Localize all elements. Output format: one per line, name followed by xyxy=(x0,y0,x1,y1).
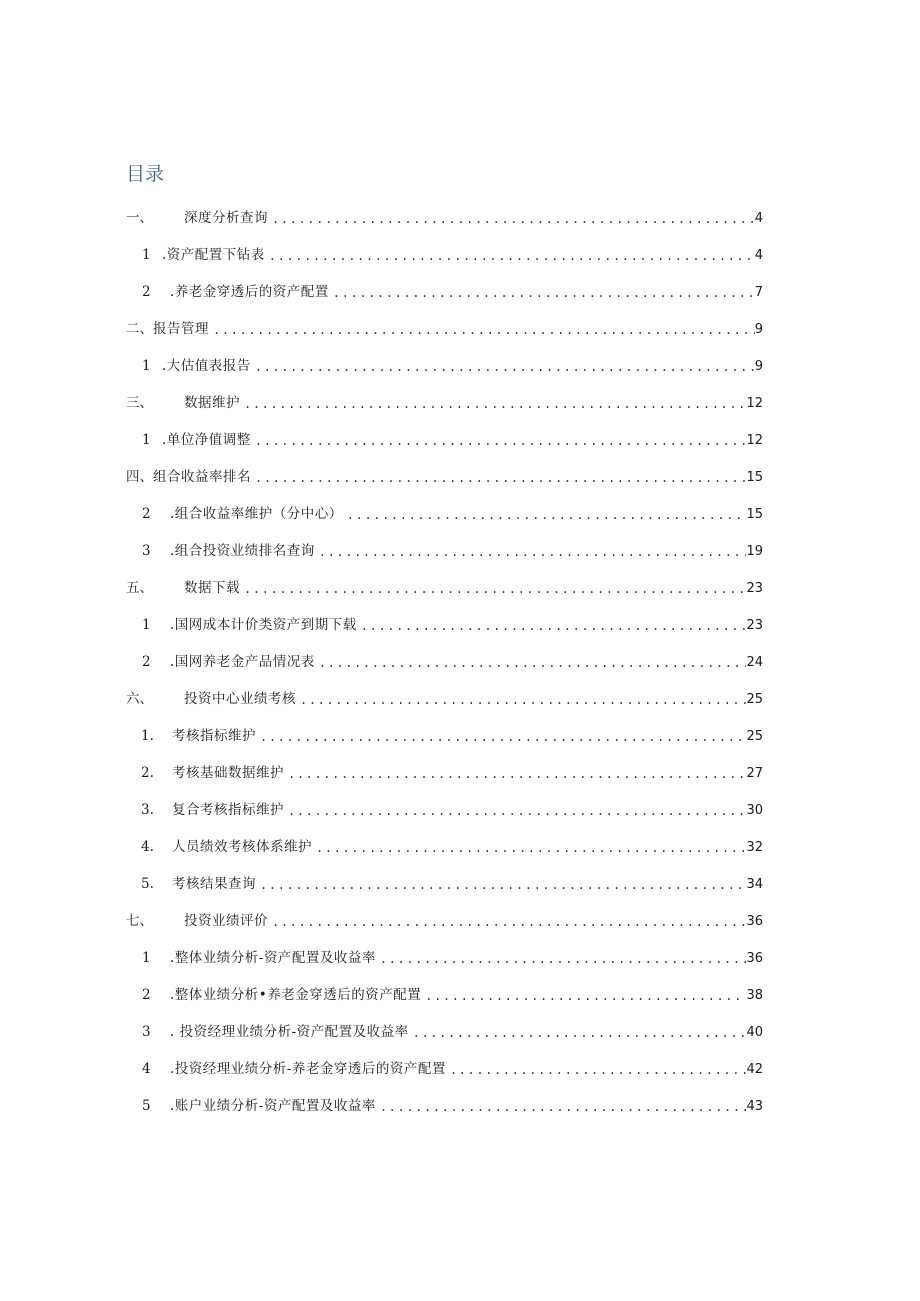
toc-entry-number: 1 xyxy=(142,949,151,966)
toc-entry-number: 3 xyxy=(142,1023,151,1040)
toc-entry-label: .整体业绩分析•养老金穿透后的资产配置 xyxy=(170,986,422,1003)
toc-entry-number: 4. xyxy=(141,838,154,855)
toc-entry[interactable] xyxy=(126,459,763,496)
toc-entry-label: .大估值表报告 xyxy=(162,357,251,374)
toc-leader-dots xyxy=(251,472,746,484)
toc-entry-page: 34 xyxy=(746,877,763,892)
toc-entry-number: 4 xyxy=(142,1060,151,1077)
toc-entry-number: 一、 xyxy=(126,209,153,226)
toc-entry-number: 2 xyxy=(142,505,151,522)
toc-entry-label: .资产配置下钻表 xyxy=(162,246,265,263)
toc-entry[interactable] xyxy=(126,1088,763,1125)
toc-entry[interactable] xyxy=(126,718,763,755)
toc-entry-label: .账户业绩分析-资产配置及收益率 xyxy=(170,1097,376,1114)
toc-entry-page: 38 xyxy=(746,988,763,1003)
toc-leader-dots xyxy=(446,1064,747,1076)
toc-entry-page: 12 xyxy=(746,396,763,411)
toc-leader-dots xyxy=(284,768,746,780)
toc-entry[interactable] xyxy=(126,903,763,940)
toc-entry-number: 三、 xyxy=(126,394,153,411)
toc-entry-label: 报告管理 xyxy=(153,320,209,337)
toc-entry[interactable] xyxy=(126,311,763,348)
toc-leader-dots xyxy=(376,1101,747,1113)
toc-entry-page: 12 xyxy=(746,433,763,448)
toc-entry[interactable] xyxy=(126,681,763,718)
toc-entry[interactable] xyxy=(126,940,763,977)
toc-entry-page: 40 xyxy=(746,1025,763,1040)
toc-entry[interactable] xyxy=(126,644,763,681)
toc-leader-dots xyxy=(312,842,746,854)
toc-entry-page: 27 xyxy=(746,766,763,781)
toc-entry-label: 组合收益率排名 xyxy=(153,468,251,485)
toc-entry-label: 考核基础数据维护 xyxy=(172,764,284,781)
toc-leader-dots xyxy=(296,694,746,706)
table-of-contents xyxy=(126,160,763,1125)
toc-entry-number: 3 xyxy=(142,542,151,559)
toc-leader-dots xyxy=(315,657,747,669)
toc-entry-number: 二、 xyxy=(126,320,153,337)
toc-leader-dots xyxy=(376,953,747,965)
toc-entry-label: . 投资经理业绩分析-资产配置及收益率 xyxy=(170,1023,409,1040)
toc-entry-label: 数据下载 xyxy=(184,579,240,596)
toc-leader-dots xyxy=(421,990,746,1002)
toc-entry-page: 15 xyxy=(746,470,763,485)
toc-entry-page: 25 xyxy=(746,729,763,744)
toc-entry-number: 七、 xyxy=(126,912,153,929)
toc-entry-number: 1 xyxy=(142,246,151,263)
toc-entry-number: 2 xyxy=(142,653,151,670)
toc-entry-number: 五、 xyxy=(126,579,153,596)
toc-leader-dots xyxy=(315,546,747,558)
toc-leader-dots xyxy=(268,213,755,225)
toc-entry-label: 投资中心业绩考核 xyxy=(184,690,296,707)
toc-entry-page: 4 xyxy=(754,248,763,263)
toc-leader-dots xyxy=(343,509,747,521)
toc-entry-label: .整体业绩分析-资产配置及收益率 xyxy=(170,949,376,966)
toc-entry-label: .国网成本计价类资产到期下载 xyxy=(170,616,357,633)
toc-entry-page: 36 xyxy=(746,951,763,966)
toc-leader-dots xyxy=(256,879,746,891)
toc-entry-page: 25 xyxy=(746,692,763,707)
toc-entry-page: 4 xyxy=(754,211,763,226)
toc-entry-number: 1. xyxy=(141,727,154,744)
toc-entry[interactable] xyxy=(126,496,763,533)
toc-leader-dots xyxy=(240,583,746,595)
toc-title: 目录 xyxy=(126,163,165,185)
toc-leader-dots xyxy=(240,398,746,410)
toc-entry-label: 考核指标维护 xyxy=(172,727,256,744)
toc-entry[interactable] xyxy=(126,422,763,459)
toc-entry-label: 复合考核指标维护 xyxy=(172,801,284,818)
toc-entry-number: 1 xyxy=(142,357,151,374)
toc-entry-page: 9 xyxy=(754,322,763,337)
toc-leader-dots xyxy=(357,620,747,632)
toc-entry-number: 5 xyxy=(142,1097,151,1114)
toc-entry-page: 7 xyxy=(754,285,763,300)
toc-entry-label: 人员绩效考核体系维护 xyxy=(172,838,312,855)
toc-entry[interactable] xyxy=(126,755,763,792)
toc-entry-number: 1 xyxy=(142,616,151,633)
toc-entry-number: 六、 xyxy=(126,690,153,707)
toc-entry-page: 32 xyxy=(746,840,763,855)
toc-entry-page: 23 xyxy=(746,581,763,596)
toc-entry[interactable] xyxy=(126,274,763,311)
toc-entry[interactable] xyxy=(126,792,763,829)
toc-leader-dots xyxy=(209,324,755,336)
toc-entry-label: .养老金穿透后的资产配置 xyxy=(170,283,329,300)
toc-leader-dots xyxy=(329,287,755,299)
toc-entry-number: 2 xyxy=(142,283,151,300)
toc-leader-dots xyxy=(284,805,746,817)
toc-entry-number: 2 xyxy=(142,986,151,1003)
toc-entry-label: 投资业绩评价 xyxy=(184,912,268,929)
toc-entry[interactable] xyxy=(126,1051,763,1088)
toc-entry[interactable] xyxy=(126,977,763,1014)
toc-entry-page: 36 xyxy=(746,914,763,929)
toc-leader-dots xyxy=(268,916,746,928)
toc-entry-label: 考核结果查询 xyxy=(172,875,256,892)
toc-entry[interactable] xyxy=(126,829,763,866)
toc-entry[interactable] xyxy=(126,533,763,570)
toc-entry[interactable] xyxy=(126,1014,763,1051)
toc-leader-dots xyxy=(265,250,755,262)
toc-entry[interactable] xyxy=(126,607,763,644)
toc-entry-number: 四、 xyxy=(126,468,153,485)
toc-entry[interactable] xyxy=(126,237,763,274)
toc-entry[interactable] xyxy=(126,200,763,237)
toc-leader-dots xyxy=(251,435,747,447)
toc-entry-page: 42 xyxy=(746,1062,763,1077)
toc-entry-label: .单位净值调整 xyxy=(162,431,251,448)
toc-entry[interactable] xyxy=(126,866,763,903)
toc-entry-number: 1 xyxy=(142,431,151,448)
toc-entry-label: .投资经理业绩分析-养老金穿透后的资产配置 xyxy=(170,1060,446,1077)
toc-entry-page: 30 xyxy=(746,803,763,818)
toc-entry-label: .国网养老金产品情况表 xyxy=(170,653,315,670)
toc-entry-label: 数据维护 xyxy=(184,394,240,411)
toc-entry-number: 5. xyxy=(141,875,154,892)
toc-entry-page: 23 xyxy=(746,618,763,633)
toc-entry[interactable] xyxy=(126,385,763,422)
toc-entry-label: 深度分析查询 xyxy=(184,209,268,226)
toc-entry-page: 15 xyxy=(746,507,763,522)
toc-entry-page: 19 xyxy=(746,544,763,559)
toc-entry-label: .组合收益率维护（分中心） xyxy=(170,505,343,522)
toc-entry-page: 24 xyxy=(746,655,763,670)
toc-entry-page: 43 xyxy=(746,1099,763,1114)
toc-leader-dots xyxy=(256,731,746,743)
toc-entry-page: 9 xyxy=(754,359,763,374)
toc-entry-number: 3. xyxy=(141,801,154,818)
toc-leader-dots xyxy=(409,1027,747,1039)
toc-entry[interactable] xyxy=(126,348,763,385)
toc-leader-dots xyxy=(251,361,755,373)
toc-entry[interactable] xyxy=(126,570,763,607)
toc-entry-number: 2. xyxy=(141,764,154,781)
toc-entry-label: .组合投资业绩排名查询 xyxy=(170,542,315,559)
